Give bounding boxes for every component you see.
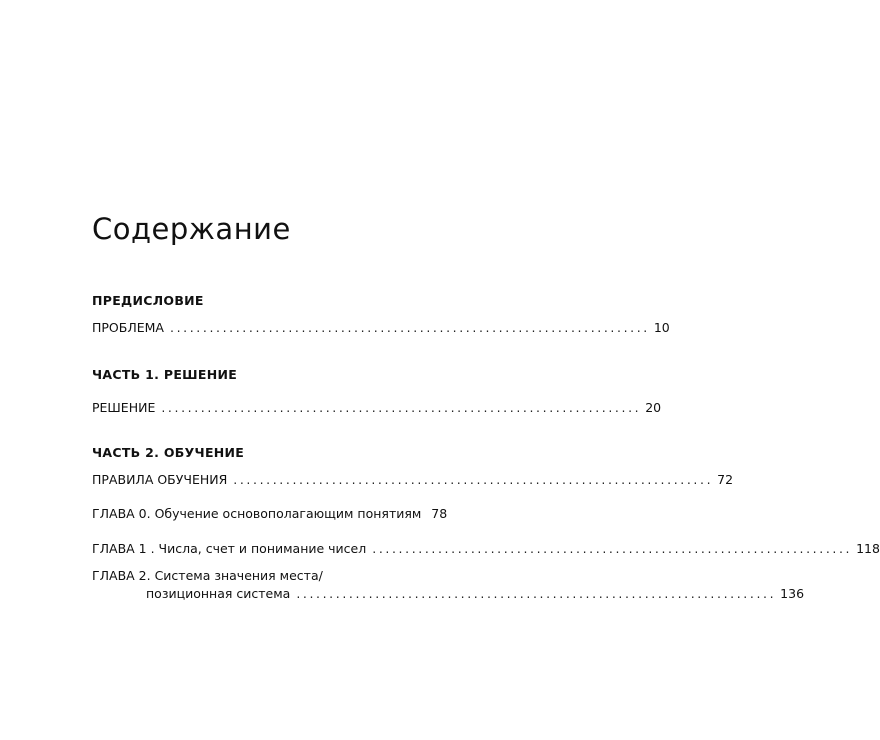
entry-page-number: 10: [653, 320, 670, 335]
entry-page-number: 20: [645, 400, 662, 415]
dot-leader: .........................................................................: [161, 400, 642, 415]
entry-page-number: 72: [717, 472, 734, 487]
entry-page-number: 136: [780, 586, 805, 601]
entry-label: РЕШЕНИЕ: [92, 400, 156, 415]
entry-label: ПРАВИЛА ОБУЧЕНИЯ: [92, 472, 228, 487]
page-title: Содержание: [92, 212, 291, 246]
dot-leader: .........................................................................: [170, 320, 650, 335]
toc-entry-learning-rules[interactable]: [92, 472, 734, 487]
section-heading-part-1: ЧАСТЬ 1. РЕШЕНИЕ: [92, 367, 238, 382]
entry-label: ГЛАВА 1 . Числа, счет и понимание чисел: [92, 541, 367, 556]
entry-page-number: 118: [856, 541, 880, 556]
toc-entry-chapter-0[interactable]: [92, 506, 448, 521]
entry-label: ПРОБЛЕМА: [92, 320, 164, 335]
entry-page-number: 78: [431, 506, 448, 521]
entry-label: позиционная система: [146, 586, 291, 601]
toc-entry-chapter-2-line-1[interactable]: ГЛАВА 2. Система значения места/: [92, 568, 323, 583]
dot-leader: .........................................................................: [372, 541, 853, 556]
section-heading-preface: ПРЕДИСЛОВИЕ: [92, 293, 204, 308]
toc-entry-chapter-2[interactable]: [146, 586, 805, 601]
entry-label: ГЛАВА 0. Обучение основополагающим понятиям: [92, 506, 422, 521]
toc-entry-chapter-1[interactable]: [92, 541, 880, 556]
dot-leader: .........................................................................: [233, 472, 714, 487]
toc-entry-solution[interactable]: [92, 400, 662, 415]
dot-leader: .........................................................................: [296, 586, 777, 601]
section-heading-part-2: ЧАСТЬ 2. ОБУЧЕНИЕ: [92, 445, 245, 460]
toc-entry-problem[interactable]: [92, 320, 670, 335]
